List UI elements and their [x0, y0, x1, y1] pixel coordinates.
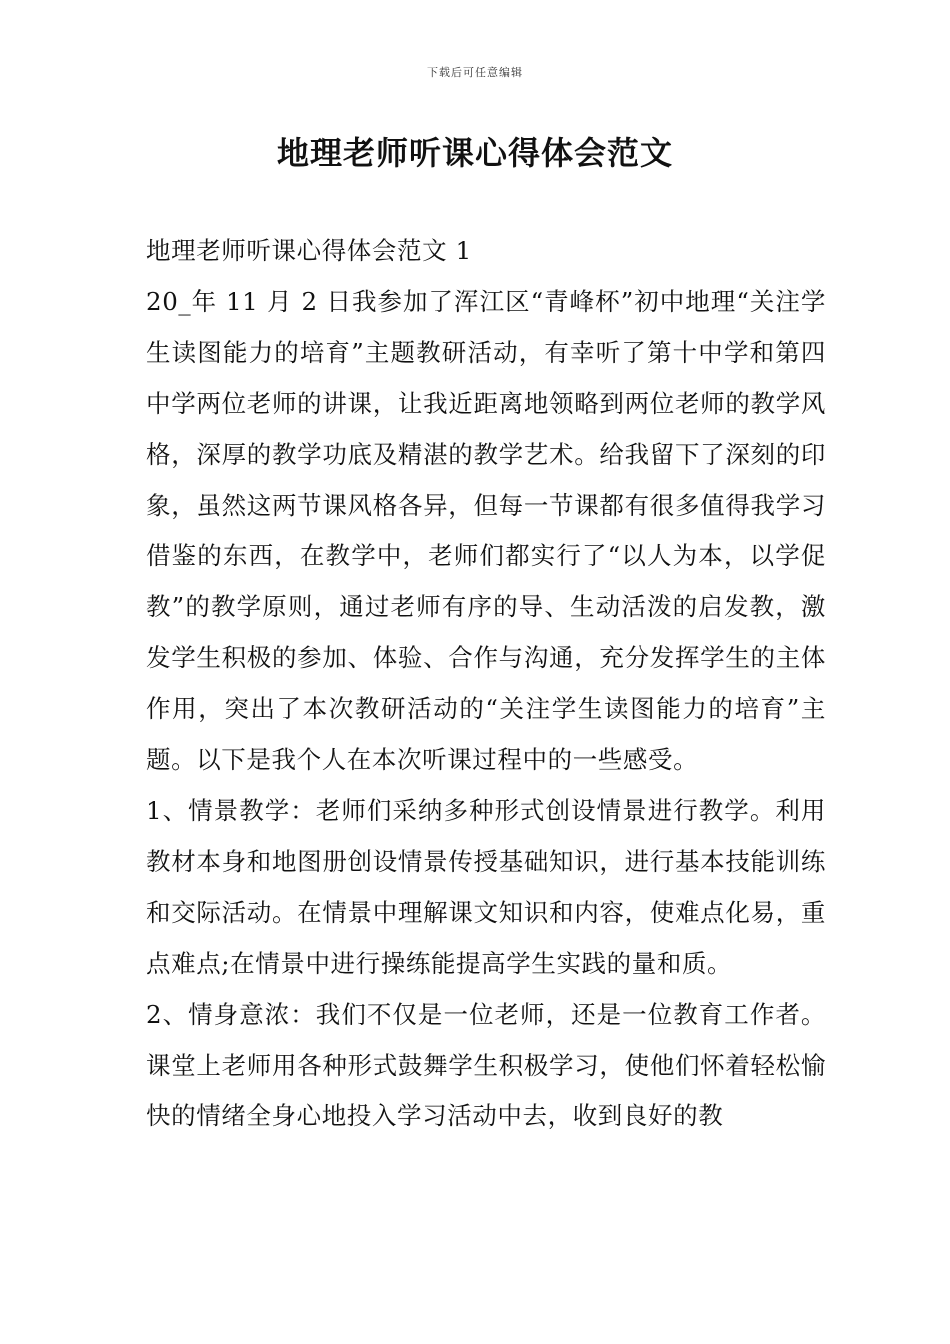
section-heading: 地理老师听课心得体会范文 1 — [146, 236, 472, 265]
document-body — [146, 226, 826, 1142]
header-note: 下载后可任意编辑 — [427, 66, 523, 79]
paragraph-point-1: 1、情景教学：老师们采纳多种形式创设情景进行教学。利用教材本身和地图册创设情景传授基础知识，进行基本技能训练和交际活动。在情景中理解课文知识和内容，使难点化易，重点难点;在情景中进行操练能提高学生实践的量和质。 — [146, 795, 826, 978]
paragraph-point-2: 2、情身意浓：我们不仅是一位老师，还是一位教育工作者。课堂上老师用各种形式鼓舞学生积极学习，使他们怀着轻松愉快的情绪全身心地投入学习活动中去，收到良好的教 — [146, 999, 826, 1131]
document-title: 地理老师听课心得体会范文 — [276, 134, 673, 172]
paragraph-intro: 20_年 11 月 2 日我参加了浑江区“青峰杯”初中地理“关注学生读图能力的培育”主题教研活动，有幸听了第十中学和第四中学两位老师的讲课，让我近距离地领略到两位老师的教学风格，深厚的教学功底及精湛的教学艺术。给我留下了深刻的印象，虽然这两节课风格各异，但每一节课都有很多值得我学习借鉴的东西，在教学中，老师们都实行了“以人为本，以学促教”的教学原则，通过老师有序的导、生动活泼的启发教，激发学生积极的参加、体验、合作与沟通，充分发挥学生的主体作用，突出了本次教研活动的“关注学生读图能力的培育”主题。以下是我个人在本次听课过程中的一些感受。 — [146, 286, 826, 775]
